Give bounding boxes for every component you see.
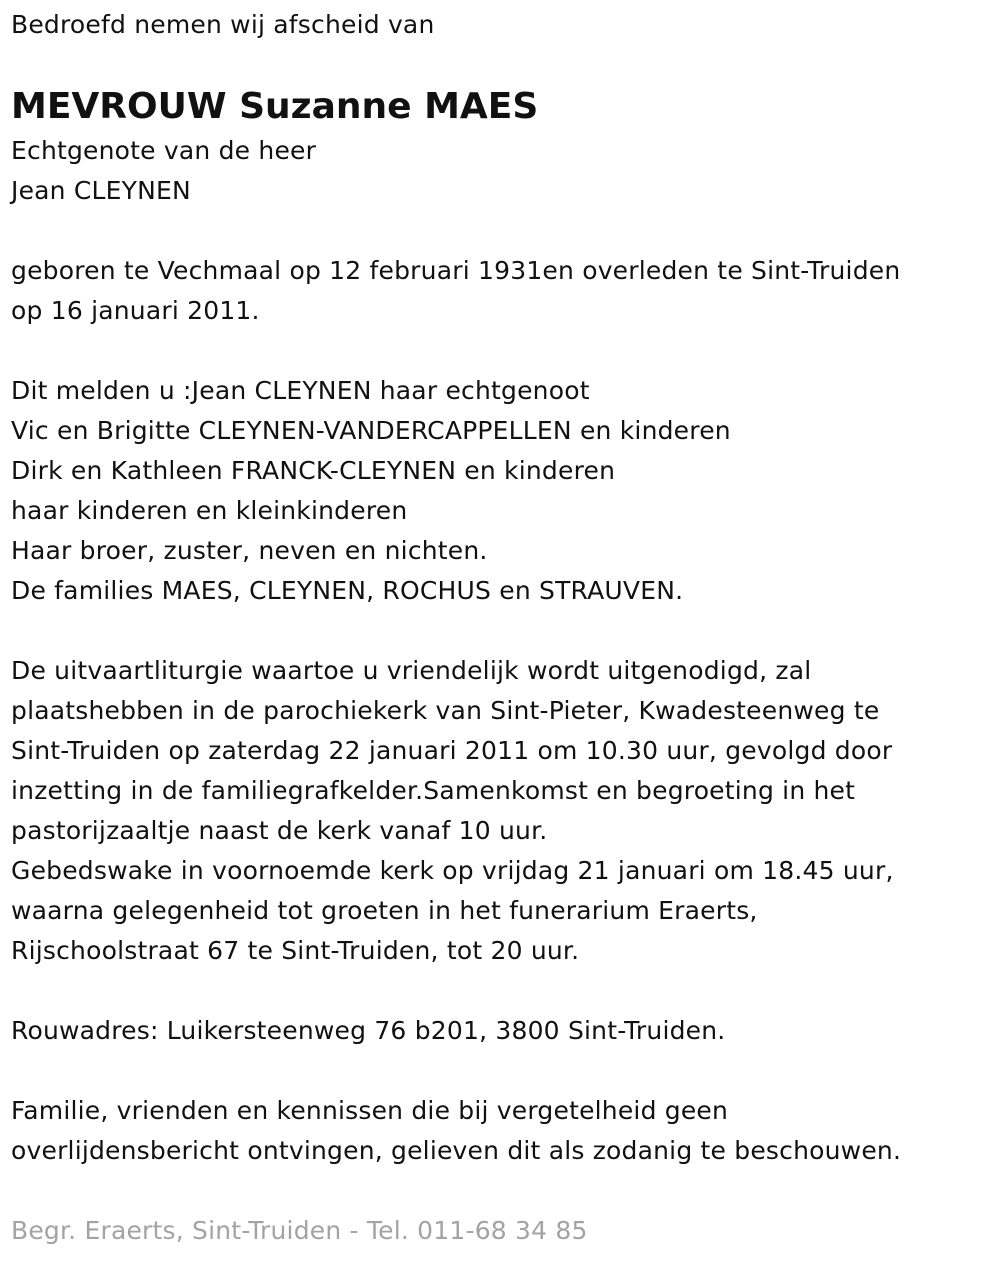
spacer: [11, 971, 991, 1011]
notice-line: Familie, vrienden en kennissen die bij vergetelheid geen: [11, 1096, 729, 1125]
ceremony-section: [11, 651, 991, 971]
family-line: Haar broer, zuster, neven en nichten.: [11, 536, 488, 565]
spouse-name: Jean CLEYNEN: [11, 176, 191, 205]
family-section: [11, 371, 991, 611]
spacer: [11, 331, 991, 371]
family-line: Vic en Brigitte CLEYNEN-VANDERCAPPELLEN en kinderen: [11, 416, 731, 445]
spouse-line: Echtgenote van de heer: [11, 136, 317, 165]
ceremony-line: De uitvaartliturgie waartoe u vriendelijk wordt uitgenodigd, zal: [11, 656, 812, 685]
birth-death-line: op 16 januari 2011.: [11, 296, 260, 325]
notice-line: overlijdensbericht ontvingen, gelieven dit als zodanig te beschouwen.: [11, 1136, 902, 1165]
ceremony-line: Gebedswake in voornoemde kerk op vrijdag 21 januari om 18.45 uur,: [11, 856, 894, 885]
family-line: Dit melden u :Jean CLEYNEN haar echtgenoot: [11, 376, 590, 405]
ceremony-line: pastorijzaaltje naast de kerk vanaf 10 uur.: [11, 816, 548, 845]
spacer: [11, 1051, 991, 1091]
ceremony-line: waarna gelegenheid tot groeten in het funerarium Eraerts,: [11, 896, 758, 925]
family-line: haar kinderen en kleinkinderen: [11, 496, 408, 525]
birth-death-section: [11, 251, 991, 331]
notice-section: [11, 1091, 991, 1171]
mourning-address: Rouwadres: Luikersteenweg 76 b201, 3800 Sint-Truiden.: [11, 1016, 726, 1045]
ceremony-line: Rijschoolstraat 67 te Sint-Truiden, tot 20 uur.: [11, 936, 580, 965]
obituary-notice: [11, 0, 991, 1251]
spacer: [11, 611, 991, 651]
ceremony-line: inzetting in de familiegrafkelder.Samenkomst en begroeting in het: [11, 776, 856, 805]
spacer: [11, 211, 991, 251]
intro-text: Bedroefd nemen wij afscheid van: [11, 10, 435, 39]
spacer: [11, 1171, 991, 1211]
birth-death-line: geboren te Vechmaal op 12 februari 1931en overleden te Sint-Truiden: [11, 256, 901, 285]
ceremony-line: Sint-Truiden op zaterdag 22 januari 2011 om 10.30 uur, gevolgd door: [11, 736, 893, 765]
ceremony-line: plaatshebben in de parochiekerk van Sint-Pieter, Kwadesteenweg te: [11, 696, 880, 725]
funeral-home-footer: Begr. Eraerts, Sint-Truiden - Tel. 011-68 34 85: [11, 1216, 588, 1245]
family-line: De families MAES, CLEYNEN, ROCHUS en STRAUVEN.: [11, 576, 684, 605]
deceased-name: MEVROUW Suzanne MAES: [11, 86, 539, 127]
family-line: Dirk en Kathleen FRANCK-CLEYNEN en kinderen: [11, 456, 616, 485]
